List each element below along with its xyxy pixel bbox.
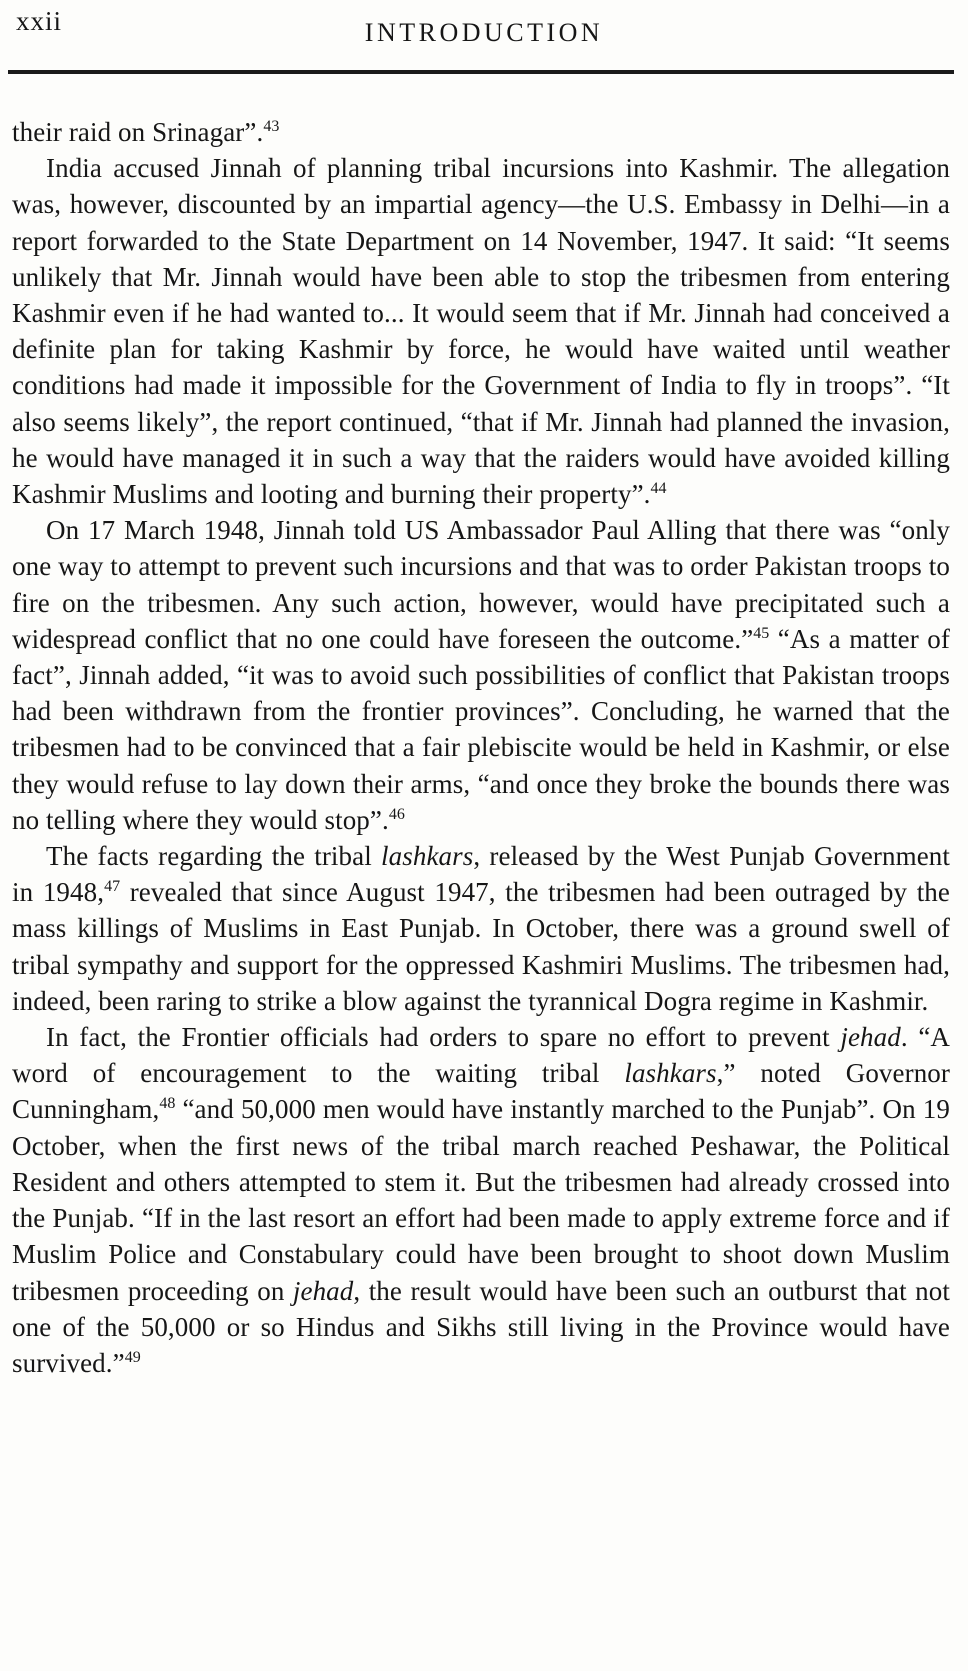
italic-term: jehad [840, 1022, 901, 1053]
text-segment: , the result would have been such an outburst that not one of the 50,000 or so Hindus and Sikhs still living in the Province would have survived.” [12, 1275, 950, 1378]
footnote-ref: 45 [753, 624, 770, 642]
paragraph [12, 1019, 950, 1381]
text-segment: In fact, the Frontier officials had orders to spare no effort to prevent [46, 1022, 841, 1053]
text-segment: The facts regarding the tribal [46, 841, 382, 872]
text-segment: “and 50,000 men would have instantly marched to the Punjab”. On 19 October, when the first news of the tribal march reached Peshawar, the Political Resident and others attempted to stem it. But the tribesmen had already crossed into the Punjab. “If in the last resort an effort had been made to apply extreme force and if Muslim Police and Constabulary could have been brought to shoot down Muslim tribesmen proceeding on [12, 1094, 950, 1306]
text-segment: . “A word of encouragement to the waiting tribal [12, 1022, 950, 1089]
italic-term: lashkars [624, 1058, 717, 1089]
italic-term: lashkars [381, 841, 474, 872]
text-segment: “As a matter of fact”, Jinnah added, “it was to avoid such possibilities of conflict that Pakistan troops had been withdrawn from the frontier provinces”. Concluding, he warned that the tribesmen had to be convinced that a fair plebiscite would be held in Kashmir, or else they would refuse to lay down their arms, “and once they broke the bounds there was no telling where they would stop”. [12, 623, 951, 835]
footnote-ref: 48 [159, 1095, 176, 1113]
italic-term: jehad [292, 1275, 354, 1306]
page-body [12, 114, 950, 1381]
text-segment: revealed that since August 1947, the tribesmen had been outraged by the mass killings of Muslims in East Punjab. In October, there was a ground swell of tribal sympathy and support for the oppressed Kashmiri Muslims. The tribesmen had, indeed, been raring to strike a blow against the tyrannical Dogra regime in Kashmir. [12, 877, 950, 1016]
text-segment: India accused Jinnah of planning tribal incursions into Kashmir. The allegation was, however, discounted by an impartial agency—the U.S. Embassy in Delhi—in a report forwarded to the State Department on 14 November, 1947. It said: “It seems unlikely that Mr. Jinnah would have been able to stop the tribesmen from entering Kashmir even if he had wanted to... It would seem that if Mr. Jinnah had conceived a definite plan for taking Kashmir by force, he would have waited until weather conditions had made it impossible for the Government of India to fly in troops”. “It also seems likely”, the report continued, “that if Mr. Jinnah had planned the invasion, he would have managed it in such a way that the raiders would have avoided killing Kashmir Muslims and looting and burning their property”. [12, 153, 950, 510]
footnote-ref: 49 [124, 1348, 141, 1366]
footnote-ref: 43 [263, 118, 280, 135]
paragraph [12, 114, 950, 150]
paragraph [12, 512, 950, 838]
folio-page-number: xxii [16, 6, 63, 36]
footnote-ref: 46 [388, 805, 405, 823]
header-rule [8, 70, 954, 74]
text-segment: ,” noted Governor Cunningham, [12, 1058, 950, 1125]
text-segment: their raid on Srinagar”. [12, 117, 264, 147]
footnote-ref: 47 [104, 878, 121, 896]
paragraph [12, 150, 950, 512]
text-segment: , released by the West Punjab Government in 1948, [12, 841, 950, 908]
footnote-ref: 44 [650, 480, 667, 498]
text-segment: On 17 March 1948, Jinnah told US Ambassador Paul Alling that there was “only one way to attempt to prevent such incursions and that was to order Pakistan troops to fire on the tribesmen. Any such action, however, would have precipitated such a widespread conflict that no one could have foreseen the outcome.” [12, 515, 950, 654]
running-head-title: INTRODUCTION [364, 18, 604, 47]
page-header [0, 0, 968, 56]
paragraph [12, 838, 950, 1019]
